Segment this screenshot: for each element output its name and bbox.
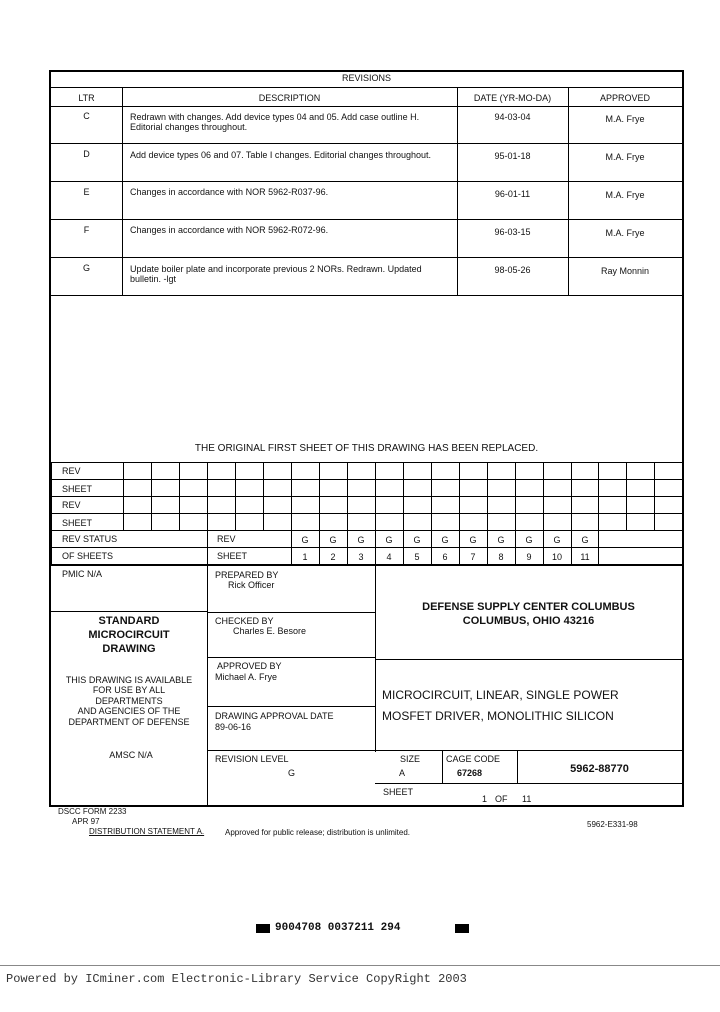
revision-date: 96-03-15 xyxy=(494,227,531,237)
prepared-by-label: PREPARED BY xyxy=(215,570,279,580)
rev-status-cell: G xyxy=(553,535,561,545)
footer-divider xyxy=(0,965,720,966)
approved-by-label: APPROVED BY xyxy=(217,661,282,671)
rev-status-cell: G xyxy=(581,535,589,545)
rev-status-cell: G xyxy=(525,535,533,545)
header-date: DATE (YR-MO-DA) xyxy=(473,93,552,103)
standard-title-line: DRAWING xyxy=(102,643,156,655)
rev-status-cell: G xyxy=(301,535,309,545)
distribution-statement-text: Approved for public release; distribution is unlimited. xyxy=(225,828,410,837)
status-sheet-label: SHEET xyxy=(62,518,93,528)
revision-ltr: G xyxy=(82,263,90,273)
revision-approved: M.A. Frye xyxy=(605,190,645,200)
availability-line: DEPARTMENT OF DEFENSE xyxy=(68,717,190,727)
revision-approved: Ray Monnin xyxy=(600,266,650,276)
document-code: 5962-E331-98 xyxy=(587,820,638,829)
form-date: APR 97 xyxy=(72,817,100,826)
checked-by-label: CHECKED BY xyxy=(215,616,274,626)
header-description: DESCRIPTION xyxy=(258,93,321,103)
barcode-block-right xyxy=(455,924,469,933)
size-value: A xyxy=(399,768,406,778)
approved-by-name: Michael A. Frye xyxy=(215,672,278,682)
agency-address: COLUMBUS, OHIO 43216 xyxy=(462,615,595,627)
sheet-number-cell: 2 xyxy=(330,552,336,562)
rev-status-cell: G xyxy=(329,535,337,545)
revision-approved: M.A. Frye xyxy=(605,228,645,238)
size-label: SIZE xyxy=(400,754,421,764)
status-sheet-label: SHEET xyxy=(62,484,93,494)
revision-date: 96-01-11 xyxy=(494,189,531,199)
drawing-number: 5962-88770 xyxy=(570,763,629,775)
sheet-of: OF xyxy=(495,794,508,804)
revision-approved: M.A. Frye xyxy=(605,152,645,162)
revision-description: Add device types 06 and 07. Table I changes. Editorial changes throughout. xyxy=(130,150,432,160)
revision-approved: M.A. Frye xyxy=(605,114,645,124)
approval-date-label: DRAWING APPROVAL DATE xyxy=(215,711,334,721)
availability-line: FOR USE BY ALL xyxy=(92,685,166,695)
pmic-text: PMIC N/A xyxy=(62,569,103,579)
sheet-number-cell: 8 xyxy=(498,552,504,562)
barcode-text: 9004708 0037211 294 xyxy=(275,922,401,934)
sheet-number-cell: 1 xyxy=(302,552,308,562)
sheet-label: SHEET xyxy=(383,787,414,797)
amsc-text: AMSC N/A xyxy=(109,750,153,760)
status-rev-label: REV xyxy=(62,500,81,510)
sheet-number-cell: 10 xyxy=(551,552,562,562)
grid-sheet-label: SHEET xyxy=(217,551,248,561)
revision-date: 95-01-18 xyxy=(494,151,531,161)
revision-level-label: REVISION LEVEL xyxy=(215,754,289,764)
sheet-number-cell: 5 xyxy=(414,552,420,562)
rev-status-cell: G xyxy=(357,535,365,545)
rev-status-label: REV STATUS xyxy=(62,534,118,544)
revision-ltr: E xyxy=(83,187,90,197)
sheet-number-cell: 11 xyxy=(580,552,590,562)
distribution-statement-label: DISTRIBUTION STATEMENT A. xyxy=(89,827,205,836)
rev-status-cell: G xyxy=(497,535,505,545)
revision-ltr: F xyxy=(83,225,90,235)
grid-rev-label: REV xyxy=(217,534,236,544)
drawing-title-line1: MICROCIRCUIT, LINEAR, SINGLE POWER xyxy=(382,688,619,702)
drawing-title-line2: MOSFET DRIVER, MONOLITHIC SILICON xyxy=(382,709,614,723)
revision-description: Update boiler plate and incorporate previous 2 NORs. Redrawn. Updated bulletin. -lgt xyxy=(130,264,422,284)
header-approved: APPROVED xyxy=(599,93,650,103)
checked-by-name: Charles E. Besore xyxy=(233,626,307,636)
status-rev-label: REV xyxy=(62,466,81,476)
rev-status-cell: G xyxy=(413,535,421,545)
revisions-title: REVISIONS xyxy=(341,73,391,83)
cage-code-value: 67268 xyxy=(457,768,483,778)
revision-ltr: C xyxy=(83,111,90,121)
powered-by-text: Powered by ICminer.com Electronic-Library Service CopyRight 2003 xyxy=(6,972,467,986)
prepared-by-name: Rick Officer xyxy=(228,580,275,590)
rev-status-cell: G xyxy=(469,535,477,545)
header-ltr: LTR xyxy=(78,93,95,103)
sheet-number-cell: 4 xyxy=(386,552,392,562)
sheet-number-cell: 7 xyxy=(470,552,476,562)
approval-date-value: 89-06-16 xyxy=(215,722,252,732)
sheet-number-cell: 3 xyxy=(358,552,364,562)
availability-line: AND AGENCIES OF THE xyxy=(77,706,181,716)
replaced-notice: THE ORIGINAL FIRST SHEET OF THIS DRAWING HAS BEEN REPLACED. xyxy=(194,443,539,454)
sheet-number-cell: 9 xyxy=(526,552,532,562)
availability-line: THIS DRAWING IS AVAILABLE xyxy=(65,675,193,685)
availability-line: DEPARTMENTS xyxy=(95,696,163,706)
barcode-block-left xyxy=(256,924,270,933)
sheet-number: 1 xyxy=(482,794,488,804)
revision-level-value: G xyxy=(288,768,296,778)
revision-description: Changes in accordance with NOR 5962-R072-96. xyxy=(130,225,329,235)
revision-date: 98-05-26 xyxy=(494,265,531,275)
sheet-total: 11 xyxy=(522,794,532,804)
revision-ltr: D xyxy=(83,149,90,159)
form-number: DSCC FORM 2233 xyxy=(58,807,127,816)
of-sheets-label: OF SHEETS xyxy=(62,551,114,561)
sheet-number-cell: 6 xyxy=(442,552,448,562)
revision-description: Changes in accordance with NOR 5962-R037-96. xyxy=(130,187,329,197)
standard-title-line: STANDARD xyxy=(98,615,160,627)
standard-title-line: MICROCIRCUIT xyxy=(88,629,170,641)
agency-name: DEFENSE SUPPLY CENTER COLUMBUS xyxy=(422,601,635,613)
revision-description: Redrawn with changes. Add device types 04 and 05. Add case outline H. Editorial changes throughout. xyxy=(130,112,420,132)
revision-date: 94-03-04 xyxy=(494,112,531,122)
rev-status-cell: G xyxy=(385,535,393,545)
cage-code-label: CAGE CODE xyxy=(446,754,501,764)
rev-status-cell: G xyxy=(441,535,449,545)
